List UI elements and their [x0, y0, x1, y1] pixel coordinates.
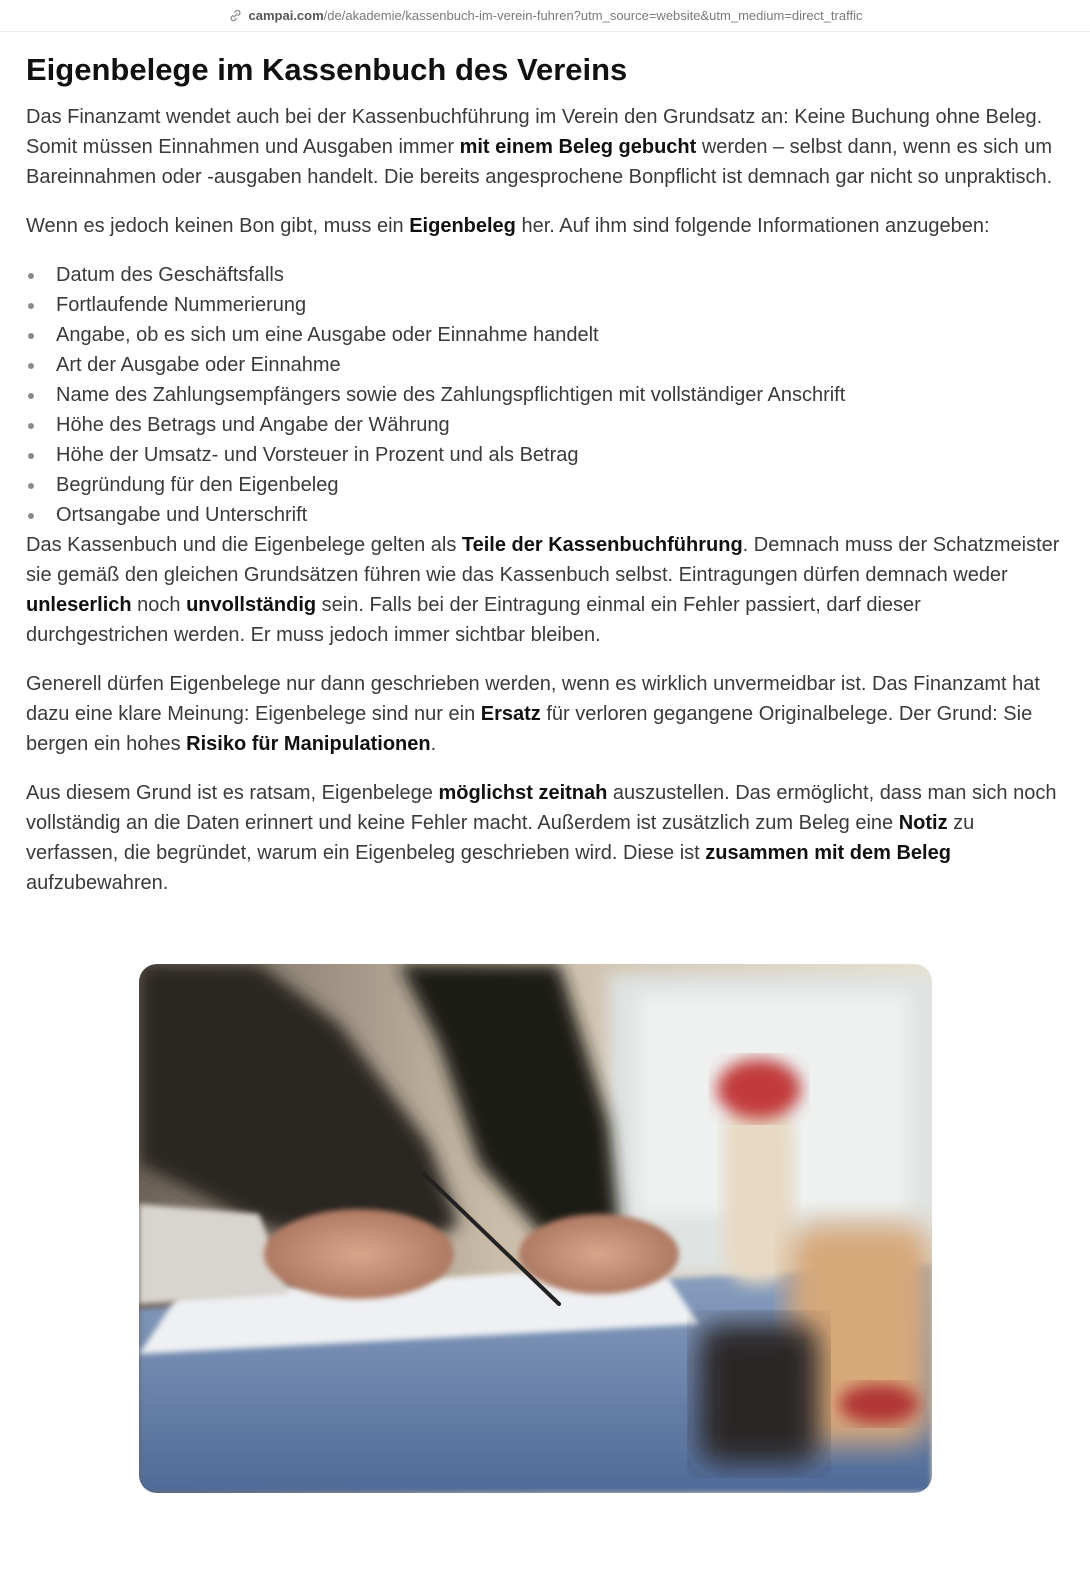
list-item: Art der Ausgabe oder Einnahme: [26, 350, 1064, 380]
eigenbeleg-requirements-list: [26, 260, 1064, 530]
photo-writing-with-stamp: [139, 964, 932, 1493]
list-item: Höhe des Betrags und Angabe der Währung: [26, 410, 1064, 440]
text-run: aufzubewahren.: [26, 872, 169, 894]
list-item: Datum des Geschäftsfalls: [26, 260, 1064, 290]
list-item: Fortlaufende Nummerierung: [26, 290, 1064, 320]
url-text: [249, 8, 863, 23]
text-run: Wenn es jedoch keinen Bon gibt, muss ein: [26, 215, 410, 237]
text-run: noch: [131, 594, 187, 616]
text-run: Aus diesem Grund ist es ratsam, Eigenbelege: [26, 782, 439, 804]
text-run: .: [430, 733, 437, 755]
article: [0, 32, 1090, 1493]
list-item: Begründung für den Eigenbeleg: [26, 470, 1064, 500]
address-bar[interactable]: [0, 0, 1090, 32]
bold-text: möglichst zeitnah: [438, 782, 608, 804]
text-run: . Demnach muss der Schatzmeister sie gemäß den gleichen Grundsätzen führen wie das Kassenbuch selbst. Eintragungen dürfen demnach weder: [26, 534, 1060, 586]
text-run: sein. Falls bei der Eintragung einmal ein Fehler passiert, darf dieser durchgestrichen werden. Er muss jedoch immer sichtbar bleiben.: [26, 594, 921, 646]
bold-text: Notiz: [898, 812, 948, 834]
text-run: werden – selbst dann, wenn es sich um Bareinnahmen oder -ausgaben handelt. Die bereits angesprochene Bonpflicht ist demnach gar nicht so unpraktisch.: [26, 136, 1053, 188]
bold-text: Ersatz: [480, 703, 541, 725]
text-run: Das Finanzamt wendet auch bei der Kassenbuchführung im Verein den Grundsatz an: Keine Buchung ohne Beleg. Somit müssen Einnahmen und Ausgaben immer: [26, 106, 1043, 158]
paragraph-beleg-grundsatz: [26, 102, 1064, 192]
paragraph-eigenbeleg-intro: [26, 211, 1064, 241]
bold-text: Risiko für Manipulationen: [186, 733, 431, 755]
url-domain: campai.com: [248, 8, 324, 23]
text-run: auszustellen. Das ermöglicht, dass man sich noch vollständig an die Daten erinnert und keine Fehler macht. Außerdem ist zusätzlich zum Beleg eine: [26, 782, 1057, 834]
bold-text: Teile der Kassenbuchführung: [461, 534, 743, 556]
url-path: /de/akademie/kassenbuch-im-verein-fuhren?utm_source=website&utm_medium=direct_traffic: [323, 8, 863, 23]
bold-text: Eigenbeleg: [409, 215, 516, 237]
article-title: Eigenbelege im Kassenbuch des Vereins: [26, 52, 628, 87]
list-item: Ortsangabe und Unterschrift: [26, 500, 1064, 530]
list-item: Name des Zahlungsempfängers sowie des Zahlungspflichtigen mit vollständiger Anschrift: [26, 380, 1064, 410]
text-run: her. Auf ihm sind folgende Informationen anzugeben:: [515, 215, 990, 237]
bold-text: zusammen mit dem Beleg: [705, 842, 951, 864]
paragraph-zeitnah: [26, 778, 1064, 898]
list-item: Höhe der Umsatz- und Vorsteuer in Prozent und als Betrag: [26, 440, 1064, 470]
text-run: Generell dürfen Eigenbelege nur dann geschrieben werden, wenn es wirklich unvermeidbar ist. Das Finanzamt hat dazu eine klare Meinung: Eigenbelege sind nur ein: [26, 673, 1040, 725]
bold-text: unvollständig: [186, 594, 317, 616]
list-item: Angabe, ob es sich um eine Ausgabe oder Einnahme handelt: [26, 320, 1064, 350]
bold-text: unleserlich: [26, 594, 132, 616]
paragraph-ersatz: [26, 669, 1064, 759]
text-run: zu verfassen, die begründet, warum ein Eigenbeleg geschrieben wird. Diese ist: [26, 812, 975, 864]
link-icon: [228, 8, 243, 23]
paragraph-kassenbuchfuehrung: [26, 530, 1064, 650]
article-photo: [139, 964, 932, 1493]
text-run: Das Kassenbuch und die Eigenbelege gelten als: [26, 534, 462, 556]
text-run: für verloren gegangene Originalbelege. Der Grund: Sie bergen ein hohes: [26, 703, 1033, 755]
bold-text: mit einem Beleg gebucht: [459, 136, 697, 158]
